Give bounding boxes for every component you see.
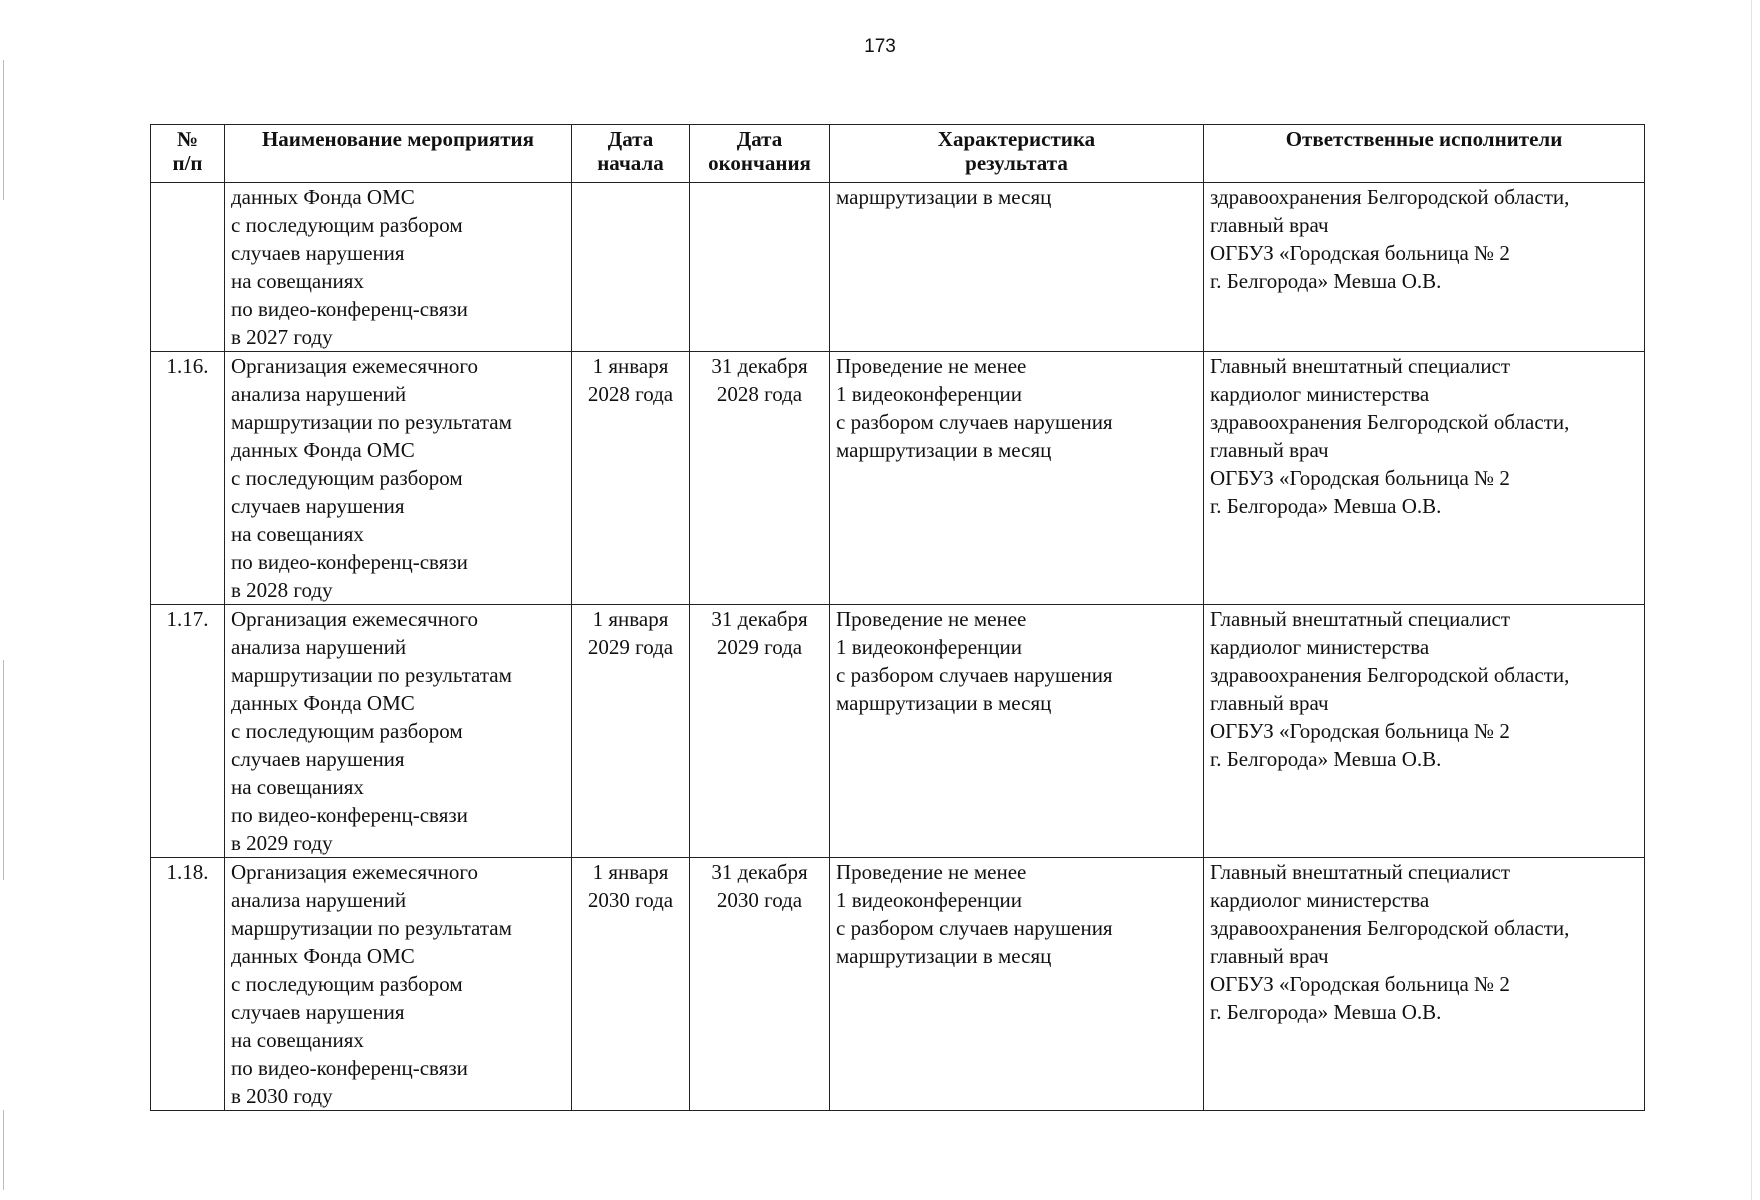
- table-row: [151, 858, 1645, 1111]
- row-number: 1.16.: [151, 352, 225, 605]
- table-row: [151, 352, 1645, 605]
- page-number: 173: [864, 36, 896, 57]
- start-date: 1 января 2028 года: [572, 352, 690, 605]
- result-description: Проведение не менее 1 видеоконференции с разбором случаев нарушения маршрутизации в месяц: [830, 858, 1204, 1111]
- responsible-persons: Главный внештатный специалист кардиолог министерства здравоохранения Белгородской области, главный врач ОГБУЗ «Городская больница № 2 г. Белгорода» Мевша О.В.: [1204, 858, 1645, 1111]
- row-number: [151, 183, 225, 352]
- result-description: Проведение не менее 1 видеоконференции с разбором случаев нарушения маршрутизации в месяц: [830, 352, 1204, 605]
- result-description: маршрутизации в месяц: [830, 183, 1204, 352]
- responsible-persons: Главный внештатный специалист кардиолог министерства здравоохранения Белгородской области, главный врач ОГБУЗ «Городская больница № 2 г. Белгорода» Мевша О.В.: [1204, 605, 1645, 858]
- header-num: № п/п: [151, 125, 225, 183]
- activity-name: Организация ежемесячного анализа нарушений маршрутизации по результатам данных Фонда ОМС с последующим разбором случаев нарушения на совещаниях по видео-конференц-связи в 2030 году: [225, 858, 572, 1111]
- end-date: 31 декабря 2028 года: [690, 352, 830, 605]
- activity-name: Организация ежемесячного анализа нарушений маршрутизации по результатам данных Фонда ОМС с последующим разбором случаев нарушения на совещаниях по видео-конференц-связи в 2028 году: [225, 352, 572, 605]
- start-date: 1 января 2029 года: [572, 605, 690, 858]
- row-number: 1.17.: [151, 605, 225, 858]
- activities-table: [150, 124, 1645, 1111]
- activity-name: Организация ежемесячного анализа нарушений маршрутизации по результатам данных Фонда ОМС с последующим разбором случаев нарушения на совещаниях по видео-конференц-связи в 2029 году: [225, 605, 572, 858]
- result-description: Проведение не менее 1 видеоконференции с разбором случаев нарушения маршрутизации в месяц: [830, 605, 1204, 858]
- scan-edge-mark: [1751, 0, 1752, 1200]
- table-row: [151, 183, 1645, 352]
- header-end-date: Дата окончания: [690, 125, 830, 183]
- end-date: 31 декабря 2030 года: [690, 858, 830, 1111]
- table-row: [151, 605, 1645, 858]
- header-start-date: Дата начала: [572, 125, 690, 183]
- header-result: Характеристика результата: [830, 125, 1204, 183]
- scan-edge-mark: [3, 660, 4, 880]
- header-responsible: Ответственные исполнители: [1204, 125, 1645, 183]
- scan-edge-mark: [3, 1110, 4, 1190]
- start-date: 1 января 2030 года: [572, 858, 690, 1111]
- responsible-persons: Главный внештатный специалист кардиолог министерства здравоохранения Белгородской области, главный врач ОГБУЗ «Городская больница № 2 г. Белгорода» Мевша О.В.: [1204, 352, 1645, 605]
- scan-edge-mark: [3, 60, 4, 200]
- header-name: Наименование мероприятия: [225, 125, 572, 183]
- end-date: [690, 183, 830, 352]
- responsible-persons: здравоохранения Белгородской области, главный врач ОГБУЗ «Городская больница № 2 г. Белгорода» Мевша О.В.: [1204, 183, 1645, 352]
- row-number: 1.18.: [151, 858, 225, 1111]
- start-date: [572, 183, 690, 352]
- end-date: 31 декабря 2029 года: [690, 605, 830, 858]
- activity-name: данных Фонда ОМС с последующим разбором случаев нарушения на совещаниях по видео-конференц-связи в 2027 году: [225, 183, 572, 352]
- table-header-row: [151, 125, 1645, 183]
